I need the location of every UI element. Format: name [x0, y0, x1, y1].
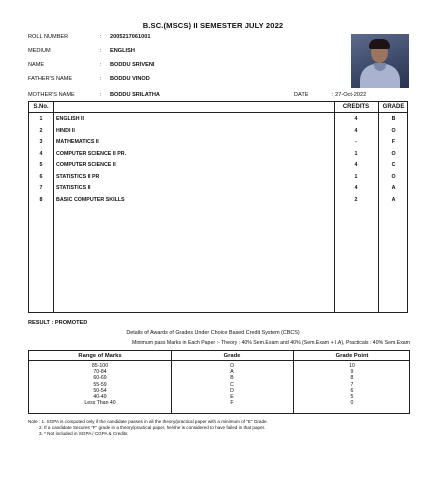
medium-row: [28, 47, 348, 55]
grade-header: GRADE: [382, 104, 405, 110]
grade-cell: A: [230, 369, 234, 376]
grade-cell: E: [230, 393, 234, 400]
grade-scale-header: [29, 351, 409, 361]
sno-cell: 3: [39, 139, 43, 145]
grade-point-cell: 5: [350, 393, 354, 400]
grade-point-cell: 0: [350, 400, 354, 407]
sno-header: S.No.: [33, 104, 49, 110]
range-cell: 55-59: [93, 381, 107, 388]
father-name-value: BODDU VINOD: [110, 76, 150, 82]
result-status: RESULT : PROMOTED: [28, 320, 88, 326]
grade-cell: A: [391, 185, 396, 191]
date-value: : 27-Oct-2022: [332, 92, 367, 98]
grade-cell: O: [391, 173, 396, 180]
subject-cell: STATISTICS II: [56, 185, 91, 191]
grade-cell: F: [391, 139, 396, 145]
grade-point-cell: 7: [350, 381, 354, 388]
memo-title: B.SC.(MSCS) II SEMESTER JULY 2022: [142, 21, 284, 30]
table-row: [29, 149, 407, 160]
table-row: [29, 195, 407, 206]
credits-cell: -: [355, 139, 357, 145]
cbcs-details-line: Details of Awards of Grades Under Choice Based Credit System (CBCS): [126, 330, 300, 336]
photo-hair: [369, 39, 390, 49]
colon: :: [100, 76, 102, 82]
sno-cell: 5: [39, 162, 43, 168]
colon: :: [100, 34, 102, 40]
medium-label: MEDIUM: [28, 48, 51, 54]
student-photo: [351, 34, 409, 88]
table-row: [29, 172, 407, 183]
subject-cell: COMPUTER SCIENCE II PR.: [56, 150, 127, 157]
subject-cell: STATISTICS II PR: [56, 173, 100, 180]
credits-cell: 2: [354, 196, 358, 203]
father-name-label: FATHER'S NAME: [28, 76, 73, 82]
sno-cell: 8: [39, 196, 43, 203]
grade-scale-table: [28, 350, 410, 414]
table-row: [29, 137, 407, 148]
credits-cell: 1: [354, 150, 358, 157]
grade-cell: O: [391, 127, 396, 134]
colon: :: [100, 62, 102, 68]
roll-number-label: ROLL NUMBER: [28, 34, 69, 40]
grade-cell: F: [230, 400, 234, 407]
roll-number-value: 2005217061001: [110, 34, 151, 40]
roll-number-row: [28, 33, 348, 41]
subject-cell: BASIC COMPUTER SKILLS: [56, 196, 125, 203]
subject-cell: MATHEMATICS II: [56, 139, 99, 145]
range-cell: 40-49: [93, 393, 107, 400]
range-cell: 50-54: [93, 387, 107, 394]
grade-point-cell: 10: [349, 363, 355, 369]
note-line: 3. * Not included in SGPA / CGPA & Credits: [39, 431, 128, 436]
name-row: [28, 61, 348, 69]
mother-name-label: MOTHER'S NAME: [28, 92, 75, 98]
mother-name-value: BODDU SRILATHA: [110, 92, 160, 98]
range-cell: 70-84: [93, 369, 107, 376]
table-row: [29, 126, 407, 137]
credits-header: CREDITS: [342, 104, 370, 110]
subject-cell: HINDI II: [56, 127, 75, 134]
credits-cell: 4: [354, 127, 358, 134]
table-row: [29, 400, 409, 406]
colon: :: [100, 92, 102, 98]
note-line: 2. If a candidate Secures "F" grade in a theory/practical paper, he/she is considered to have failed in that paper.: [39, 425, 266, 430]
medium-value: ENGLISH: [110, 48, 135, 54]
table-row: [29, 183, 407, 194]
grade-point-header: Grade Point: [335, 353, 369, 359]
name-label: NAME: [28, 62, 45, 68]
sno-cell: 1: [39, 116, 43, 122]
sno-cell: 4: [39, 150, 43, 157]
grade-cell: C: [391, 162, 396, 168]
grade-cell: B: [391, 116, 396, 122]
range-header: Range of Marks: [78, 353, 122, 359]
grade-cell: O: [229, 363, 235, 369]
subject-cell: ENGLISH II: [56, 116, 84, 122]
grade-point-cell: 9: [350, 369, 354, 376]
subject-cell: COMPUTER SCIENCE II: [56, 162, 116, 168]
credits-cell: 4: [354, 185, 358, 191]
range-cell: 85-100: [91, 363, 109, 369]
credits-cell: 4: [354, 162, 358, 168]
range-cell: Less Than 40: [84, 400, 116, 407]
grade-header: Grade: [223, 353, 241, 359]
grade-cell: D: [230, 387, 234, 394]
notes: [28, 419, 418, 437]
range-cell: 60-69: [93, 375, 107, 382]
marks-table: [28, 101, 408, 313]
father-name-row: [28, 75, 348, 83]
date-label: DATE: [294, 92, 309, 98]
grade-cell: C: [230, 381, 234, 388]
table-row: [29, 160, 407, 171]
name-value: BODDU SRIVENI: [110, 62, 155, 68]
grade-cell: A: [391, 196, 396, 203]
grade-cell: B: [230, 375, 234, 382]
note-line: Note : 1. SGPA is computed only if the candidate passes in all the theory/practical paper with a minimum of "E" Grade.: [28, 419, 268, 424]
credits-cell: 4: [354, 116, 358, 122]
sno-cell: 2: [39, 127, 43, 134]
grade-cell: O: [391, 150, 396, 157]
credits-cell: 1: [354, 173, 358, 180]
colon: :: [100, 48, 102, 54]
sno-cell: 7: [39, 185, 43, 191]
grade-point-cell: 8: [350, 375, 354, 382]
table-row: [29, 114, 407, 125]
grade-point-cell: 6: [350, 387, 354, 394]
minimum-pass-line: Minimum pass Marks in Each Paper :- Theory : 40% Sem.Exam and 40% (Sem.Exam + I.A), Practicals : 40% Sem.Exam: [132, 340, 410, 346]
sno-cell: 6: [39, 173, 43, 180]
marks-table-header: [29, 102, 407, 113]
